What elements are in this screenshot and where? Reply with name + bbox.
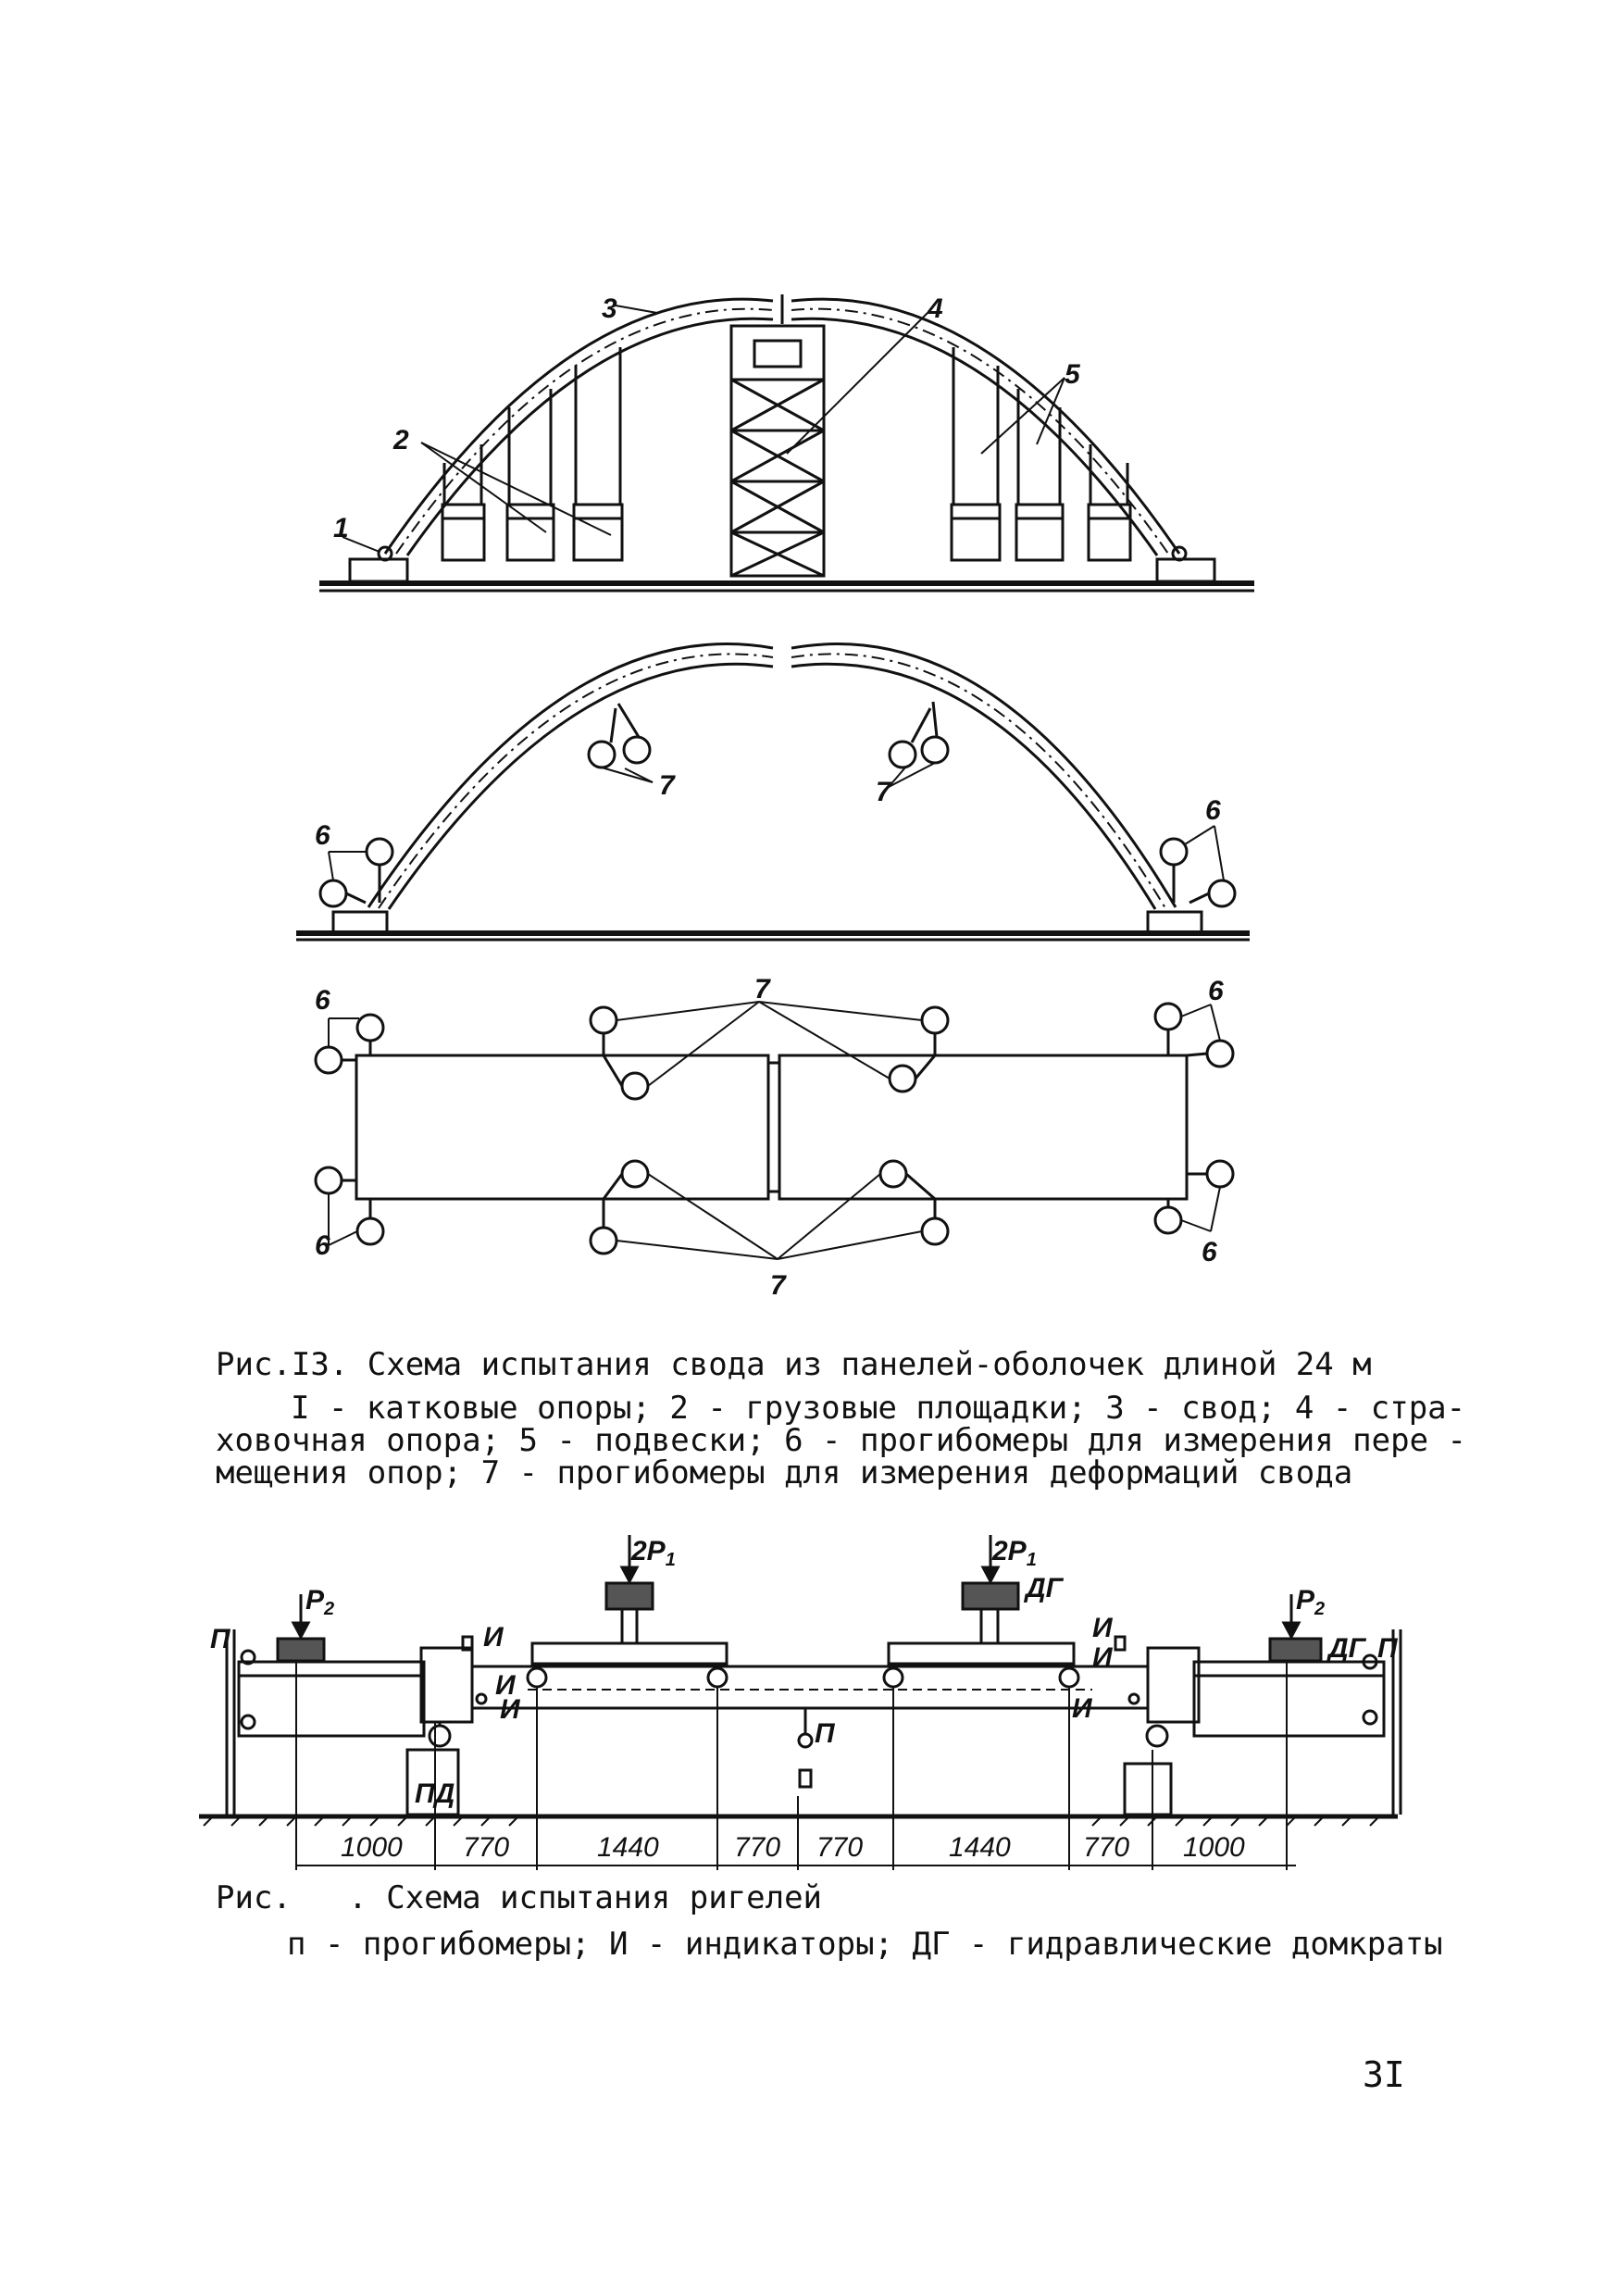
- load-2p-right: $2P_1$: [992, 1536, 1037, 1570]
- label-p-center: П: [815, 1718, 835, 1749]
- dim-770-1: 770: [463, 1832, 510, 1863]
- figure-13-caption-title: Рис.I3. Схема испытания свода из панелей-оболочек длиной 24 м: [216, 1346, 1372, 1383]
- dim-1000-left: 1000: [341, 1832, 403, 1863]
- plan-label-7-top: 7: [754, 974, 770, 1004]
- label-5: 5: [1065, 359, 1080, 390]
- plan-label-6-bl: 6: [315, 1230, 330, 1261]
- label-i-right-top: И: [1092, 1613, 1113, 1643]
- label-4: 4: [928, 293, 943, 324]
- dim-1000-right: 1000: [1183, 1832, 1245, 1863]
- label-p-right: П: [1377, 1633, 1398, 1664]
- dim-770-3: 770: [816, 1832, 864, 1863]
- dim-1440-right: 1440: [949, 1832, 1011, 1863]
- load-p2-right: $P_2$: [1296, 1585, 1326, 1619]
- figure-13-legend-line-1: I - катковые опоры; 2 - грузовые площадки; 3 - свод; 4 - стра-: [291, 1390, 1466, 1427]
- dim-770-2: 770: [734, 1832, 781, 1863]
- label-1: 1: [333, 513, 349, 543]
- plan-gauges-view: [316, 1002, 1233, 1259]
- label-dg-right: ДГ: [1328, 1633, 1366, 1664]
- label-i-left-top: И: [483, 1622, 504, 1653]
- figure-14-legend: п - прогибомеры; И - индикаторы; ДГ - гидравлические домкраты: [287, 1926, 1443, 1963]
- plan-label-6-tr: 6: [1208, 976, 1224, 1006]
- figure-13-legend-line-3: мещения опор; 7 - прогибомеры для измерения деформаций свода: [216, 1454, 1353, 1491]
- label-7-right: 7: [876, 777, 891, 807]
- label-i-left-bot: И: [500, 1694, 520, 1725]
- figure-13-legend-line-2: ховочная опора; 5 - подвески; 6 - прогибомеры для измерения пере -: [216, 1422, 1467, 1459]
- label-i-right-bot: И: [1072, 1693, 1092, 1724]
- label-p-left: П: [210, 1624, 230, 1654]
- label-i-right-mid: И: [1092, 1642, 1113, 1673]
- dim-770-4: 770: [1083, 1832, 1130, 1863]
- label-dg-center: ДГ: [1026, 1573, 1064, 1603]
- figure-14-caption-title: Рис. . Схема испытания ригелей: [216, 1879, 823, 1916]
- page-number: 3I: [1363, 2054, 1405, 2095]
- arch-elevation-view: [319, 294, 1254, 591]
- arch-gauges-view: [296, 644, 1250, 940]
- plan-label-6-br: 6: [1202, 1237, 1217, 1267]
- label-7-left: 7: [659, 770, 675, 801]
- label-3: 3: [602, 293, 617, 324]
- girder-test-scheme: [199, 1535, 1401, 1870]
- label-6-right: 6: [1205, 795, 1221, 826]
- load-p2-left: $P_2$: [305, 1585, 335, 1619]
- dim-1440-left: 1440: [597, 1832, 659, 1863]
- label-2: 2: [393, 425, 409, 455]
- plan-label-6-tl: 6: [315, 985, 330, 1016]
- plan-label-7-bottom: 7: [770, 1270, 786, 1301]
- label-pd: ПД: [415, 1778, 455, 1809]
- load-2p-left: $2P_1$: [631, 1536, 676, 1570]
- label-i-left-mid: И: [495, 1670, 516, 1701]
- label-6-left: 6: [315, 820, 330, 851]
